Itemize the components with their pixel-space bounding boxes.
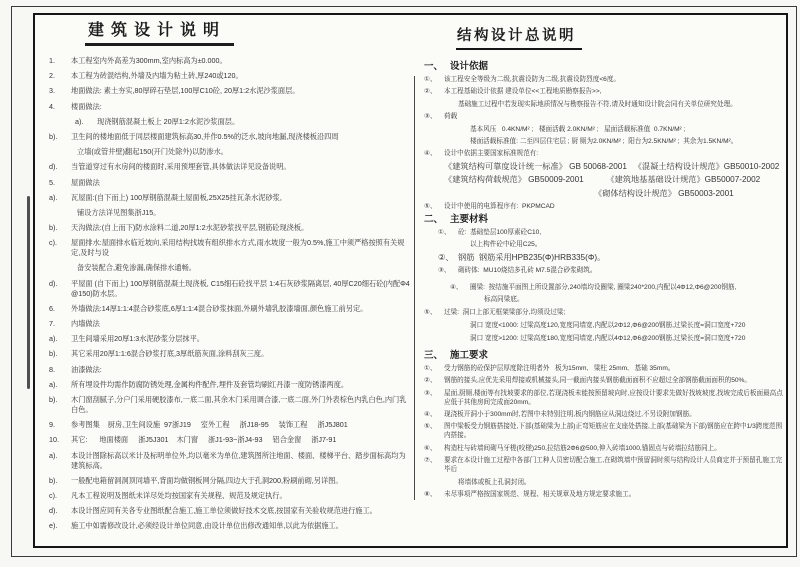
note-number: ⑤、 [424,423,437,431]
note-number: 5. [49,177,55,187]
note-text: 构造柱与砖墙间砌马牙槎(咬槎)250,拉结筋2Φ6@500,伸入砖墙1000,锚固点与砖墙拉结筋同上。 [444,444,721,452]
note-row [424,175,784,185]
note-row [49,380,412,390]
note-text: 设计中使用的电算程序有: PKPMCAD [444,202,555,210]
note-row [49,435,412,445]
note-row [49,491,412,501]
note-text: 其它: 地面楼面 浙J5J301 木门窗 浙J1-93~浙J4-93 铝合金窗 浙J7-91 [71,435,337,445]
note-text: 《砌体结构设计规范》 GB50003-2001 [594,188,734,198]
note-text: 其它采用20厚1:1:6混合砂浆打底,3厚纸筋灰面,涂料刮灰三度。 [71,349,269,359]
note-text: 卫生间的楼地面低于同层楼面建筑标高30,并作0.5%的泛水,坡向地漏,现浇楼板沿四周 [71,131,339,141]
note-row [424,189,784,199]
note-number: ⑤、 [424,202,437,210]
note-text: 现浇钢筋混凝土板上 20厚1:2水泥沙浆面层。 [97,116,240,126]
note-text: 《建筑结构荷载规范》 GB50009-2001 《建筑地基基础设计规范》GB50007-2002 [444,175,761,185]
column-divider [414,76,415,500]
note-text: 过梁: 洞口上部无框架梁部分,均须设过梁; [444,309,566,317]
note-number: d). [49,506,58,516]
note-row [424,389,784,407]
note-text: 所有埋设件均需作防腐防锈处理,金属构件配件,埋件及套管均刷红丹漆一度防锈漆两度。 [71,379,349,389]
note-text: 现浇板开洞小于300mm时,若图中未特别注明,板内钢筋应从洞边绕过,不另设附加钢筋。 [444,411,696,419]
note-number: a). [75,116,84,126]
note-number: 3. [49,86,55,96]
note-text: 本工程室内外高差为300mm,室内标高为±0.000。 [71,56,227,65]
note-text: 铺设方法详见图集浙J15。 [77,207,161,217]
note-row [424,240,784,249]
note-row [424,75,784,84]
note-text: 凡本工程说明及图纸未详尽处均按国家有关规程、规范及规定执行。 [71,490,287,500]
note-row [424,266,784,275]
note-text: 以上构件砼中砼用C25。 [470,241,542,249]
note-text: 外墙做法:14厚1:1:4混合砂浆底,6厚1:1:4混合砂浆抹面,外刷外墙乳胶漆墙面,颜色施工前另定。 [71,303,368,313]
note-number: c). [49,490,57,500]
note-number: 8. [49,364,55,374]
note-number: 一、 [424,61,444,72]
note-number: c). [49,238,57,248]
note-row [424,444,784,453]
note-row [424,137,784,146]
note-text: 卫生间墙采用20厚1:3水泥砂浆分层抹平。 [71,334,204,344]
note-number: 2. [49,71,55,81]
note-number: a). [49,379,58,389]
note-text: 本设计图应同有关各专业图纸配合施工,施工单位须做好技术交底,按国家有关验收规范进行施工。 [71,506,377,516]
note-text: 楼面做法: [71,101,102,111]
structural-notes-title: 结构设计总说明 [456,24,582,50]
note-number: ④、 [450,284,463,292]
note-number: 二、 [424,213,444,225]
note-row [424,376,784,385]
note-row [424,215,784,224]
note-number: ②、 [424,377,437,385]
structural-notes-column [424,24,784,502]
scan-shadow [27,196,30,389]
note-row [49,208,412,218]
note-text: 本工程基础设计依据 建设单位<<工程地质勘察报告>>, [444,88,602,96]
note-text: 该工程安全等级为二级,抗震设防为二级,抗震设防烈度<6度。 [444,76,621,83]
note-number: 10. [49,435,59,445]
note-row [49,132,412,142]
note-number: ③、 [424,113,437,121]
note-text: 一般配电箱留洞洞顶同墙平,背面均做钢板网分隔,四边大于孔洞200,粉刷前砌,另详图。 [71,475,343,485]
note-text: 参考图集 厨房,卫生间设施 97浙J19 室外工程 浙J18-95 装饰工程 浙J5J801 [71,420,348,430]
note-text: 主要材料 [450,213,489,225]
note-row [424,253,784,263]
note-text: 未尽事项严格按国家规范、规程、相关规章及地方规定要求施工。 [444,490,636,498]
note-text: 荷载 [444,113,458,121]
note-row [49,86,412,96]
note-number: b). [49,349,58,359]
note-text: 受力钢筋的砼保护层厚度除注明者外 板为15mm, 梁柱 25mm, 基础 35mm。 [444,364,675,372]
note-row [49,71,412,81]
note-row [424,283,784,292]
note-number: 9. [49,420,55,430]
note-row [424,149,784,158]
note-text: 钢筋 钢筋采用HPB235(Φ)HRB335(Φ)。 [458,252,606,262]
note-number: ④、 [424,150,437,158]
note-text: 砌砖体: MU10烧结多孔砖 M7.5混合砂浆砌筑。 [458,267,597,275]
note-number: ①、 [424,364,437,372]
note-text: 木门窗刮腻子,分户门采用硬胶漆布,一底二面,其余木门采用调合漆,一底二面,外门外表棕色内乳白色,内门乳白色。 [71,394,407,414]
note-row [49,319,412,329]
note-number: ③、 [438,267,451,275]
structural-notes-list [424,62,784,499]
note-number: ⑦、 [424,457,437,465]
note-text: 将墙体或板上孔洞封闭。 [458,478,531,486]
note-row [424,364,784,373]
note-row [49,223,412,233]
note-row [424,100,784,109]
note-text: 内墙做法 [71,319,100,328]
note-text: 基础施工过程中若发现实际地质情况与勘察报告不符,请及时通知设计院会同有关单位研究处理。 [458,100,737,108]
note-text: 备安装配合,避免渗漏,确保排水通畅。 [77,263,196,273]
note-number: b). [49,475,58,485]
note-text: 设计中依据主要国家标准规范有: [444,150,539,158]
note-number: 6. [49,303,55,313]
note-text: 洞口 宽度>1200: 过梁高度180,宽度同墙宽,内配以4Φ12,Φ6@200钢筋,过梁长度=洞口宽度+720 [470,334,746,342]
note-row [424,308,784,317]
note-row [424,295,784,304]
note-row [49,162,412,172]
note-row [424,228,784,237]
note-text: 本设计图除标高以米计及标明单位外,均以毫米为单位,建筑图所注地面、楼面、楼梯平台、踏步面标高均为建筑标高。 [71,450,406,470]
note-text: 标高同梁底。 [484,296,524,304]
note-row [424,87,784,96]
note-number: d). [49,278,58,288]
note-number: ⑧、 [424,490,437,498]
note-number: a). [49,450,58,460]
note-row [424,334,784,343]
note-row [424,351,784,360]
note-number: b). [49,223,58,233]
note-row [49,420,412,430]
architectural-notes-column [49,16,412,536]
note-text: 油漆做法: [71,364,102,374]
note-number: ④、 [424,411,437,419]
note-row [49,476,412,486]
note-row [424,112,784,121]
note-number: b). [49,394,58,404]
note-number: ①、 [438,228,451,236]
note-text: 洞口 宽度<1000: 过梁高度120,宽度同墙宽,内配以2Φ12,Φ6@200钢筋,过梁长度=洞口宽度+720 [470,322,746,330]
note-row [424,410,784,419]
note-number: 7. [49,319,55,328]
note-text: 立墙(或管井壁)翻起150(开门处除外)以防渗水。 [77,147,228,157]
architectural-notes-title: 建筑设计说明 [85,16,234,46]
note-row [49,521,412,531]
note-row [49,193,412,203]
note-text: 天沟做法:(自上而下)防水涂料二道,20厚1:2水泥砂浆找平层,钢筋砼现浇板。 [71,223,309,233]
note-number: ②、 [438,252,454,262]
note-row [49,147,412,157]
note-number: b). [49,131,58,141]
note-text: 屋面排水:屋面排水临近坡向,采用结构找坡有组织排水方式,雨水坡度一般为0.5%,施工中须严格按照有关规定,及时与设 [71,238,405,258]
note-row [424,422,784,440]
note-row [49,117,412,127]
note-text: 地面做法: 素土夯实,80厚碎石垫层,100厚C10砼, 20厚1:2水泥沙浆面层。 [71,86,300,96]
note-number: ②、 [424,88,437,96]
note-row [49,334,412,344]
note-text: 施工中如需修改设计,必须经设计单位同意,由设计单位出修改通知单,以此为依据施工。 [71,521,343,531]
note-row [424,62,784,71]
note-text: 屋面,厨厕,楼面等有找坡要求的部位,若现浇板未能按预留坡向时,应按设计要求先做好找坡坡度,找坡完成后板面最高点应低于其他房间完成面20mm。 [444,389,783,406]
note-row [49,506,412,516]
note-text: 要求在本设计施工过程中各部门工种人员密切配合施工,在砌筑墙中预留洞时须与结构设计人员商定并于预留孔施工完毕后 [444,457,783,474]
note-row [424,490,784,499]
note-text: 基本风压 0.4KN/M² ; 楼面活载 2.0KN/M² ; 屋面活载标准值 0.7KN/M² ; [470,125,686,133]
note-number: ③、 [424,389,437,397]
note-row [424,456,784,474]
note-row [49,279,412,299]
architectural-notes-list [49,56,412,531]
note-text: 《建筑结构可靠度设计统一标准》 GB 50068-2001 《混凝土结构设计规范》GB50010-2002 [444,161,780,171]
note-row [424,162,784,172]
note-row [424,125,784,134]
note-row [424,478,784,487]
note-number: 三、 [424,349,444,361]
note-text: 屋面做法 [71,177,100,187]
note-row [49,178,412,188]
note-row [49,102,412,112]
note-text: 砼: 基础垫层100厚素砼C10, [458,228,542,236]
note-row [49,238,412,258]
note-row [49,395,412,415]
note-number: ⑤、 [424,309,437,317]
note-row [49,451,412,471]
note-row [49,263,412,273]
note-text: 钢筋的接头,应优先采用焊接或机械接头,同一截面内接头钢筋截面面积不应超过全部钢筋截面面积的50%。 [444,377,751,385]
note-text: 瓦屋面:(自下而上) 100厚钢筋混凝土屋面板,25X25挂瓦条水泥砂浆, [71,192,282,202]
note-number: 4. [49,101,55,111]
note-text: 图中梁板受力钢筋搭接处,下部(基础梁为上部)正弯矩筋应在支座处搭接,上部(基础梁为下部)钢筋应在跨中1/3跨度范围内搭接。 [444,423,783,440]
note-number: a). [49,334,58,344]
note-text: 当管道穿过有水房间的楼面时,采用预埋套管,具体做法详见设备说明。 [71,162,291,172]
note-row [424,202,784,211]
note-number: e). [49,521,58,531]
note-row [49,304,412,314]
note-number: 1. [49,56,55,65]
note-text: 设计依据 [450,61,489,72]
note-text: 圈梁: 按结施平面图上所设置部分,240墙均设圈梁, 圈梁240*200,内配以4Φ12,Φ6@200钢筋, [470,284,737,292]
note-number: d). [49,162,58,172]
note-row [424,321,784,330]
note-number: ⑥、 [424,444,437,452]
note-text: 平屋面 (自下而上) 100厚钢筋混凝土现浇板, C15细石砼找平层 1:4石灰砂浆隔离层, 40厚C20细石砼(内配Φ4@150)防水层。 [71,278,410,298]
note-row [49,56,412,66]
note-number: ①、 [424,76,437,83]
note-row [49,365,412,375]
note-text: 施工要求 [450,349,489,361]
note-number: a). [49,192,58,202]
note-row [49,349,412,359]
note-text: 楼面活载标准值: 二至四层住宅层 ; 厨 厕为2.0KN/M² ; 阳台为2.5KN/M² ; 其余为1.5KN/M²。 [470,137,738,145]
note-text: 本工程为砖混结构,外墙及内墙为粘土砖,厚240或120。 [71,71,243,81]
